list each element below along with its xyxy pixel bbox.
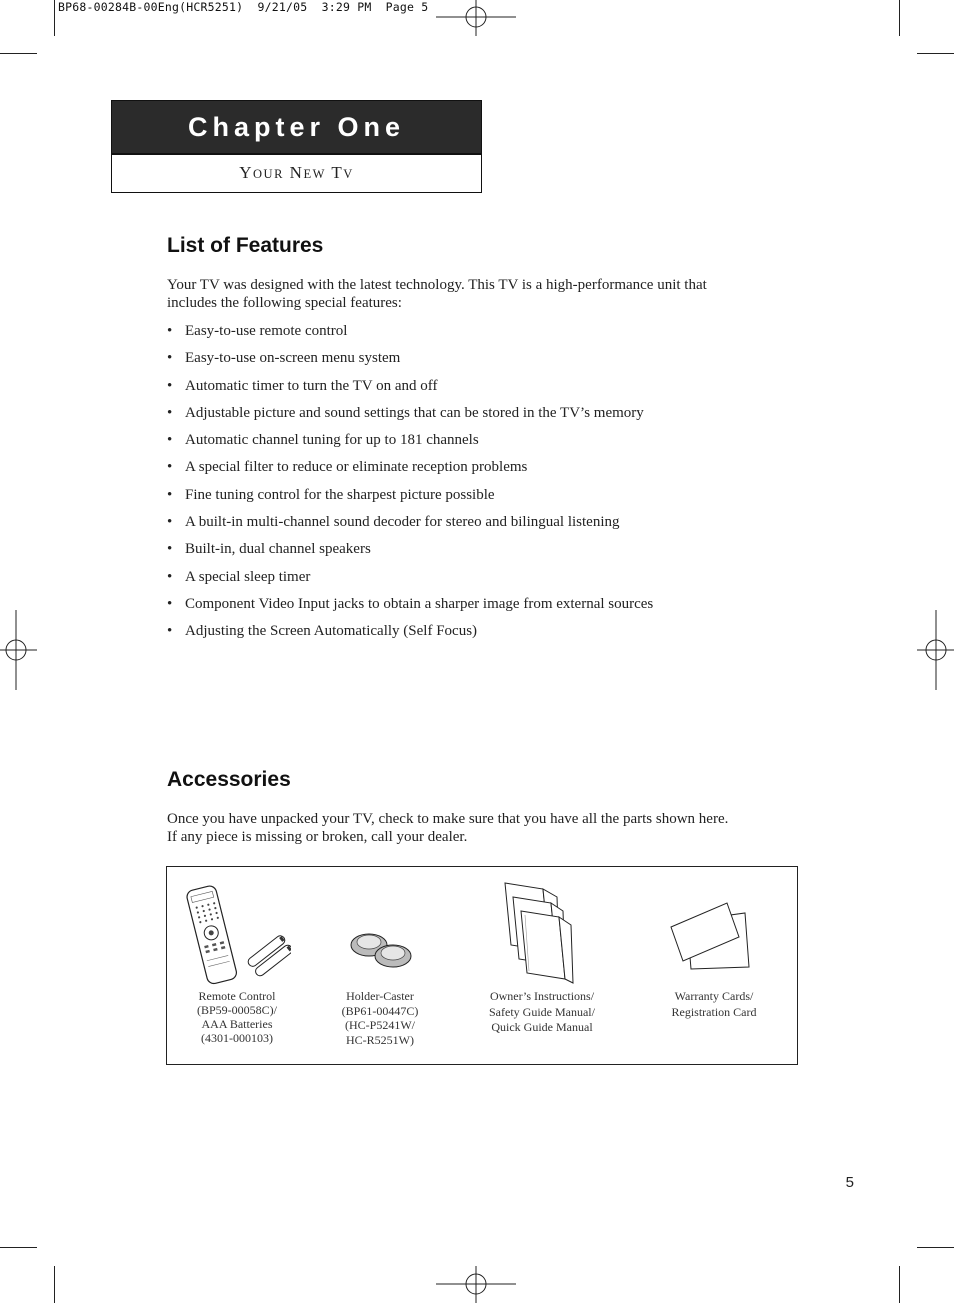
print-slug: BP68-00284B-00Eng(HCR5251) 9/21/05 3:29 PM Page 5 [58, 0, 429, 14]
features-intro [167, 276, 707, 312]
features-intro-line-1: Your TV was designed with the latest technology. This TV is a high-performance unit that [167, 277, 707, 293]
list-item: • Adjusting the Screen Automatically (Self Focus) [167, 623, 478, 640]
remote-control-icon [181, 881, 291, 987]
manuals-icon [499, 879, 581, 987]
list-item: • Fine tuning control for the sharpest picture possible [167, 486, 495, 503]
list-item: • A special filter to reduce or eliminate reception problems [167, 459, 528, 476]
accessory-caption: Warranty Cards/ Registration Card [671, 989, 757, 1019]
registration-mark-top [436, 0, 516, 36]
accessories-intro-line-2: If any piece is missing or broken, call your dealer. [167, 829, 468, 845]
registration-mark-right [917, 610, 954, 690]
accessories-intro-line-1: Once you have unpacked your TV, check to make sure that you have all the parts shown here. [167, 811, 729, 827]
accessory-caption: Remote Control (BP59-00058C)/ AAA Batteries (4301-000103) [196, 989, 277, 1045]
registration-mark-left [0, 610, 37, 690]
features-intro-line-2: includes the following special features: [167, 295, 402, 311]
list-item: • Built-in, dual channel speakers [167, 541, 371, 558]
features-list [167, 321, 653, 649]
accessories-intro [167, 810, 728, 846]
list-item: • A built-in multi-channel sound decoder for stereo and bilingual listening [167, 514, 620, 531]
registration-mark-bottom [436, 1266, 516, 1303]
features-heading: List of Features [167, 234, 324, 257]
list-item: • Component Video Input jacks to obtain a sharper image from external sources [167, 595, 654, 612]
list-item: • A special sleep timer [167, 568, 311, 585]
accessories-heading: Accessories [167, 768, 291, 791]
accessories-box [166, 866, 798, 1065]
list-item: • Adjustable picture and sound settings that can be stored in the TV’s memory [167, 404, 644, 421]
chapter-subtitle-text: YOUR NEW TV [239, 163, 354, 182]
chapter-subtitle [112, 153, 481, 193]
warranty-cards-icon [667, 897, 757, 973]
accessory-caption: Owner’s Instructions/ Safety Guide Manual/ Quick Guide Manual [489, 989, 595, 1034]
list-item: • Automatic channel tuning for up to 181 channels [167, 432, 479, 449]
holder-caster-icon [345, 925, 417, 975]
accessory-caption: Holder-Caster (BP61-00447C) (HC-P5241W/ HC-R5251W) [341, 989, 419, 1047]
chapter-header [111, 100, 482, 193]
page-number: 5 [845, 1174, 854, 1191]
list-item: • Easy-to-use remote control [167, 323, 348, 339]
chapter-title: Chapter One [112, 101, 481, 153]
list-item: • Automatic timer to turn the TV on and off [167, 377, 438, 394]
list-item: • Easy-to-use on-screen menu system [167, 350, 401, 367]
